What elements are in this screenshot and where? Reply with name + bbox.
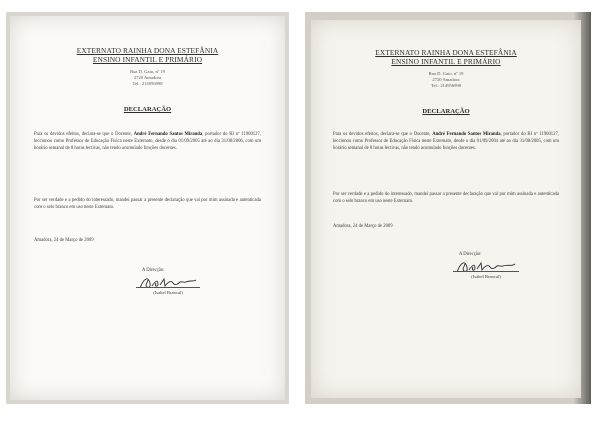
paragraph-rest: , portador do BI nº 11900127, leccionou como Professor de Educação Física neste Externato, desde o dia 01/09/2004 até ao dia 31/08/2005, com um horário semanal de 8 horas lectivas, não tendo acumulado funções docentes. [333,132,559,151]
signature-line [453,271,519,272]
signature-line [136,287,200,288]
director-label: A Direcção: [459,252,482,257]
school-name: EXTERNATO RAINHA DONA ESTEFÂNIA [375,48,517,57]
school-level: ENSINO INFANTIL E PRIMÁRIO [391,57,501,66]
address-street: Rua D. Gaio, nº 19 [428,71,464,76]
document-sheet [311,20,581,398]
paragraph-intro: Para os devidos efeitos, declara-se que o Docente, [333,132,433,137]
signatory-name: (Isabel Brancal) [153,290,183,295]
date-line: Amadora, 24 de Março de 2009 [333,224,393,229]
school-name: EXTERNATO RAINHA DONA ESTEFÂNIA [76,46,219,55]
declaration-paragraph [333,132,559,152]
document-title: DECLARAÇÃO [422,108,470,115]
document-photo-left [6,12,289,404]
document-photo-right [305,12,591,404]
date-line: Amadora, 24 de Março de 2009 [34,238,94,243]
address-city: 2720 Amadora [432,76,460,82]
letterhead [311,48,581,88]
document-sheet [10,16,285,400]
paragraph-intro: Para os devidos efeitos, declara-se que o Docente, [34,132,134,137]
paragraph-rest: , portador do BI nº 11900127, leccionou como Professor de Educação Física neste Externato, desde o dia 01/09/2005 até ao dia 31/08/2006, com um horário semanal de 8 horas lectivas, não tendo acumulado funções docentes. [34,132,261,151]
teacher-name: André Fernando Santos Miranda [133,132,203,137]
address-city: 2720 Amadora [133,74,162,80]
closing-paragraph: Por ser verdade e a pedido do interessado, mandei passar a presente declaração que vai por mim assinada e autenticada com o selo branco em uso neste Externato. [34,198,261,210]
signatory-name: (Isabel Brancal) [471,274,501,279]
teacher-name: André Fernando Santos Miranda [432,132,501,137]
closing-paragraph: Por ser verdade e a pedido do interessado, mandei passar a presente declaração que vai por mim assinada e autenticada com o selo branco em uso neste Externato. [333,192,559,204]
declaration-paragraph [34,132,261,152]
school-level: ENSINO INFANTIL E PRIMÁRIO [92,55,203,64]
document-title: DECLARAÇÃO [123,106,172,113]
address-phone: Tel.: 214956998 [132,80,163,86]
address-street: Rua D. Gaio, nº 19 [130,69,165,74]
address-phone: Tel.: 214956998 [430,82,462,88]
director-label: A Direcção: [142,268,165,273]
letterhead [10,46,285,86]
